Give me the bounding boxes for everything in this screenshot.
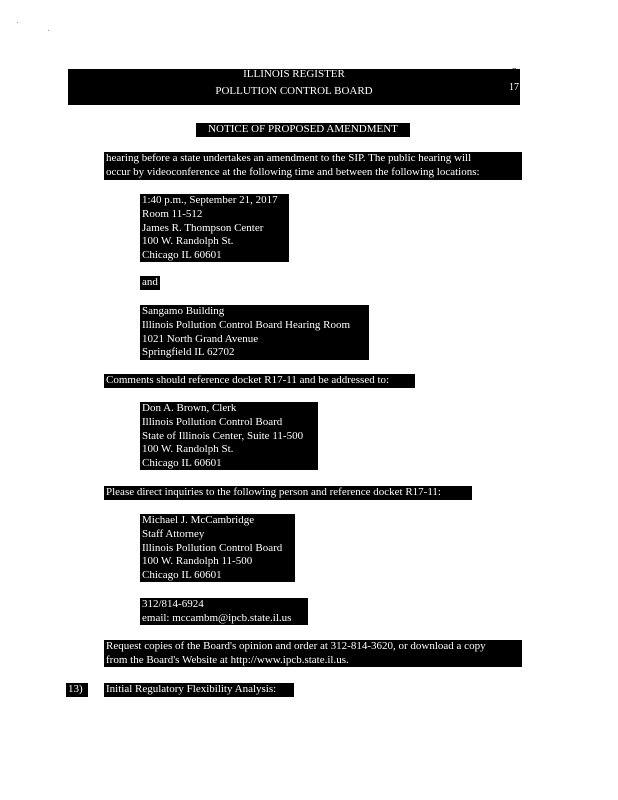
hearing-location-springfield (140, 305, 369, 360)
location-line: Springfield IL 62702 (142, 346, 235, 359)
section-title-text: Initial Regulatory Flexibility Analysis: (106, 683, 277, 695)
contact-address (140, 514, 295, 582)
address-line: Don A. Brown, Clerk (142, 402, 237, 414)
page-number-bottom: 17 (509, 82, 519, 93)
address-line: 100 W. Randolph St. (142, 443, 234, 456)
scan-speck (48, 30, 49, 31)
request-line-2: from the Board's Website at http://www.ipcb.state.il.us. (106, 653, 349, 666)
contact-info (140, 598, 308, 625)
request-line-1: Request copies of the Board's opinion and order at 312-814-3620, or download a copy (106, 640, 486, 652)
request-paragraph (104, 640, 522, 667)
agency-title: POLLUTION CONTROL BOARD (215, 84, 373, 97)
location-line: 100 W. Randolph St. (142, 235, 234, 248)
location-line: Illinois Pollution Control Board Hearing Room (142, 318, 351, 331)
contact-email: email: mccambm@ipcb.state.il.us (142, 611, 292, 624)
scan-speck (17, 22, 18, 23)
comments-text: Comments should reference docket R17-11 and be addressed to: (106, 374, 390, 386)
location-line: Room 11-512 (142, 207, 203, 220)
and-text-value: and (142, 276, 158, 288)
intro-paragraph (104, 152, 522, 180)
section-number-text: 13) (68, 683, 83, 695)
and-text (140, 276, 160, 290)
address-line: Chicago IL 60601 (142, 569, 222, 582)
location-line: James R. Thompson Center (142, 221, 264, 234)
location-line: 1:40 p.m., September 21, 2017 (142, 194, 278, 206)
intro-line-1: hearing before a state undertakes an amendment to the SIP. The public hearing will (106, 152, 472, 164)
notice-title-text: NOTICE OF PROPOSED AMENDMENT (208, 123, 398, 135)
notice-title (196, 123, 410, 137)
register-title: ILLINOIS REGISTER (243, 68, 345, 80)
address-line: Michael J. McCambridge (142, 514, 255, 526)
location-line: 1021 North Grand Avenue (142, 332, 259, 345)
address-line: Illinois Pollution Control Board (142, 541, 283, 554)
intro-line-2: occur by videoconference at the following time and between the following locations: (106, 165, 480, 178)
clerk-address (140, 402, 318, 470)
inquiries-instruction (104, 486, 472, 500)
comments-instruction (104, 374, 415, 388)
address-line: 100 W. Randolph 11-500 (142, 555, 253, 568)
contact-phone: 312/814-6924 (142, 598, 204, 610)
section-title (104, 683, 294, 697)
location-line: Chicago IL 60601 (142, 249, 222, 262)
hearing-location-chicago (140, 194, 289, 262)
inquiries-text: Please direct inquiries to the following person and reference docket R17-11: (106, 486, 441, 498)
address-line: Staff Attorney (142, 527, 205, 540)
section-number (66, 683, 88, 697)
page-number-top: 3 (512, 67, 517, 78)
header-bar (68, 69, 520, 105)
address-line: Chicago IL 60601 (142, 457, 222, 470)
location-line: Sangamo Building (142, 305, 225, 317)
address-line: Illinois Pollution Control Board (142, 415, 283, 428)
address-line: State of Illinois Center, Suite 11-500 (142, 429, 304, 442)
